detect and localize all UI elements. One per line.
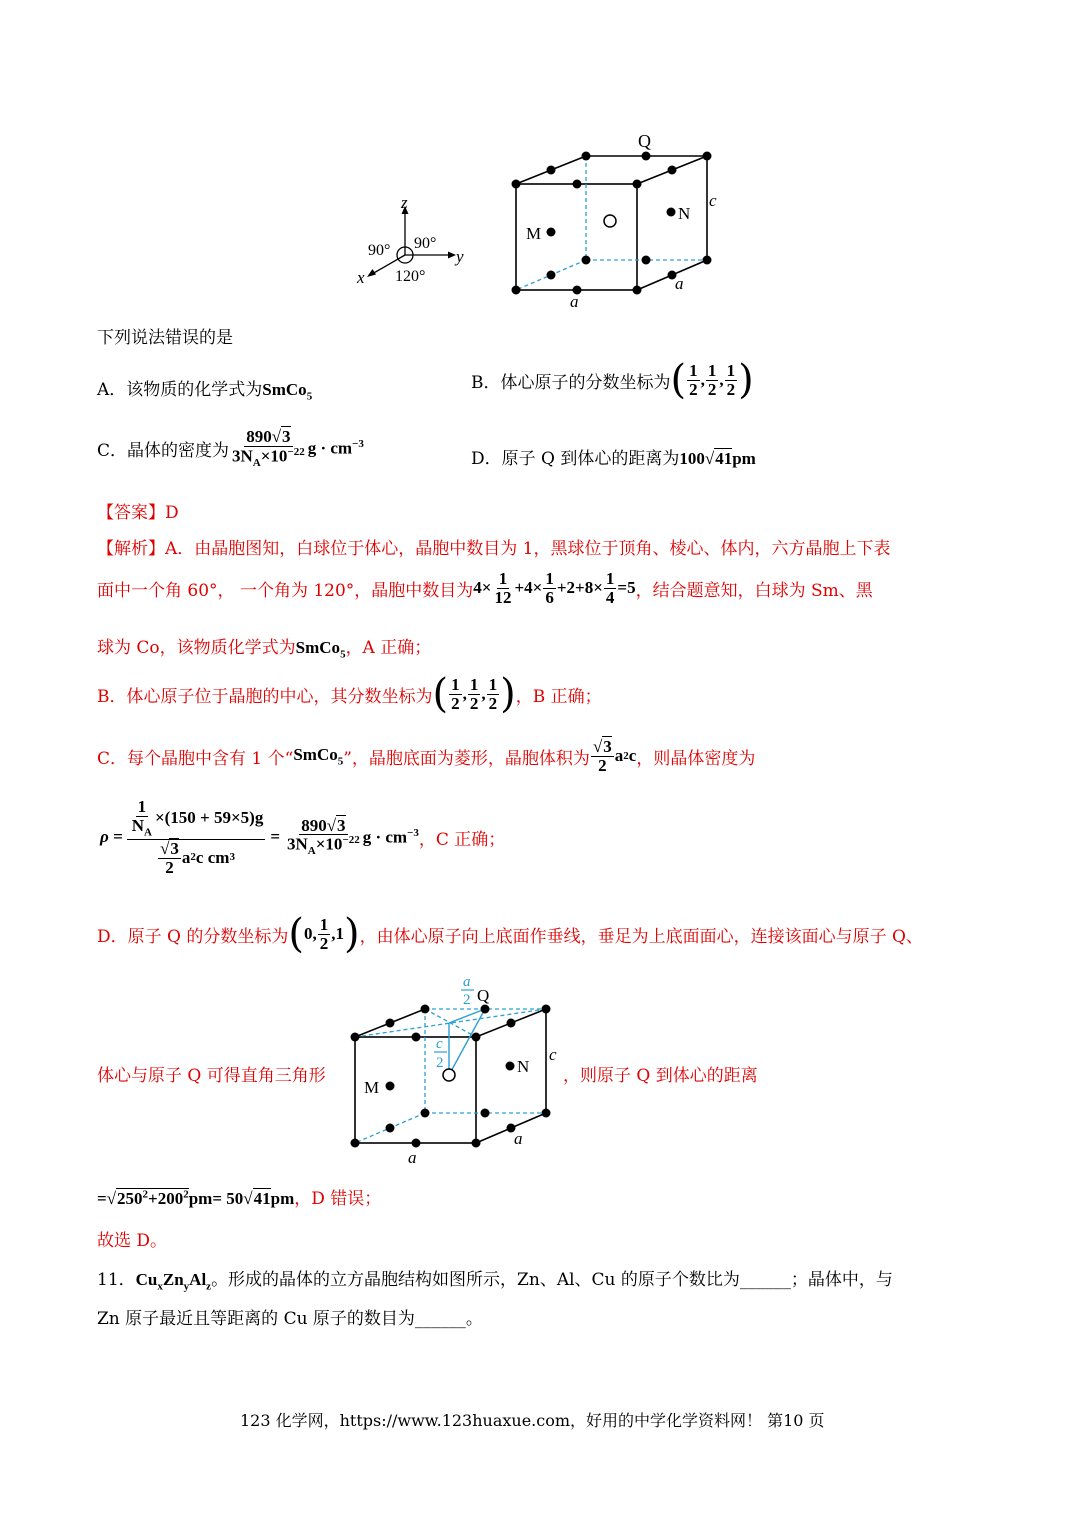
analysis-d-line2-post: ，则原子 Q 到体心的距离	[563, 1066, 758, 1086]
option-c-unit: $g \cdot cm^{-3}$	[307, 438, 364, 459]
analysis-d-line: D．原子 Q 的分数坐标为 ( 0, $\frac{1}{2}$ ,1 ) ，由体心原子向上底面作垂线，垂足为上底面面心，连接该面心与原子 Q、	[97, 911, 923, 957]
label-two-a: 2	[463, 992, 471, 1008]
conclusion: 故选 D。	[97, 1231, 168, 1251]
label-c-half: c	[436, 1036, 443, 1052]
option-d-text: D．原子 Q 到体心的距离为	[471, 449, 680, 469]
label-a-bottom2: a	[408, 1148, 417, 1167]
analysis-b-line: B．体心原子位于晶胞的中心，其分数坐标为 ( $\frac{1}{2}$ , $\frac{1}{2}$ , $\frac{1}{2}$ ) ，B 正确；	[97, 671, 602, 717]
question-11-line2: Zn 原子最近且等距离的 Cu 原子的数目为______。	[97, 1309, 483, 1329]
option-c-density: $\frac{890√3}{3N_A\times 10^{-22}}$	[232, 427, 305, 469]
right-triangle	[449, 1009, 485, 1075]
crystal-cell-triangle-figure	[345, 970, 565, 1170]
label-a-bottom: a	[570, 292, 579, 311]
angle-yz-label: 90°	[414, 235, 437, 252]
analysis-c-line: C．每个晶胞中含有 1 个“ SmCo$_5$ ”，晶胞底面为菱形，晶胞体积为 $\frac{√3}{2}$ a 2 c ，则晶体密度为	[97, 737, 756, 775]
label-a-half: a	[463, 974, 471, 990]
label-c2: c	[549, 1045, 557, 1064]
question-11-line1: 11．$Cu_xZn_yAl_z$。形成的晶体的立方晶胞结构如图所示，Zn、Al、Cu 的原子个数比为______；晶体中，与	[97, 1270, 893, 1293]
label-n2: N	[517, 1057, 530, 1076]
axis-y-label: y	[456, 247, 464, 266]
analysis-a-line3: 球为 Co，该物质化学式为SmCo$_5$，A 正确；	[97, 638, 432, 661]
option-a	[97, 375, 312, 402]
analysis-label: 【解析】	[97, 539, 165, 559]
option-a-text: A．该物质的化学式为	[97, 380, 263, 400]
question-11-number: 11．	[97, 1270, 136, 1290]
option-b-text: B．体心原子的分数坐标为	[471, 372, 671, 393]
label-m2: M	[364, 1078, 380, 1097]
label-a-side: a	[675, 274, 684, 293]
analysis-d-line2-pre: 体心与原子 Q 可得直角三角形	[97, 1066, 326, 1086]
option-d	[471, 444, 756, 469]
cell-count-expression: 4× $\frac{1}{12}$ +4× $\frac{1}{6}$ +2+8× $\frac{1}{4}$ =5	[473, 569, 636, 607]
option-b	[471, 357, 754, 403]
option-d-distance: 100√41pm	[679, 449, 756, 468]
label-c: c	[709, 191, 717, 210]
sm-atom-body-center	[604, 215, 616, 227]
label-two-c: 2	[436, 1055, 444, 1071]
label-n: N	[678, 204, 691, 223]
label-m: M	[526, 224, 542, 243]
label-q2: Q	[477, 986, 490, 1005]
crystal-cell-figure	[350, 125, 730, 315]
option-b-coordinate: ( $\frac{1}{2}$ , $\frac{1}{2}$ , $\frac{1}{2}$ )	[670, 357, 754, 403]
angle-xy-label: 120°	[395, 268, 426, 285]
option-c-text: C．晶体的密度为	[97, 441, 230, 462]
distance-formula: $=√250^2+200^2pm= 50√41pm$，D 错误；	[97, 1188, 382, 1209]
option-c	[97, 428, 364, 469]
question-11-formula: $Cu_xZn_yAl_z$	[135, 1270, 212, 1293]
density-formula: ρ = $\frac{1}{N_A}$ ×(150 + 59×5)g $\frac{√3}{2}$ a 2 c cm 3 = $\frac{890√3}{3N_A\times 10^{-22}}$ $g \cdot cm^{-3}$ ，C 正确；	[100, 797, 506, 877]
option-a-formula: SmCo$_5$	[262, 380, 313, 403]
page-footer: 123 化学网，https://www.123huaxue.com，好用的中学化学资料网！ 第10 页	[240, 1411, 825, 1430]
answer-label: 【答案】D	[97, 503, 179, 523]
axis-z-label: z	[401, 193, 408, 212]
axis-x-label: x	[357, 268, 365, 287]
analysis-a-line2: 面中一个角 60°， 一个角为 120°，晶胞中数目为 4× $\frac{1}{12}$ +4× $\frac{1}{6}$ +2+8× $\frac{1}{4}$ =5 ，结合题意知，白球为 Sm、黑	[97, 569, 873, 607]
analysis-a-line1: 【解析】A．由晶胞图知，白球位于体心，晶胞中数目为 1，黑球位于顶角、棱心、体内，六方晶胞上下表	[97, 539, 891, 559]
angle-xz-label: 90°	[368, 242, 391, 259]
label-a-side2: a	[514, 1129, 523, 1148]
label-q: Q	[638, 131, 651, 151]
question-stem: 下列说法错误的是	[97, 328, 233, 348]
